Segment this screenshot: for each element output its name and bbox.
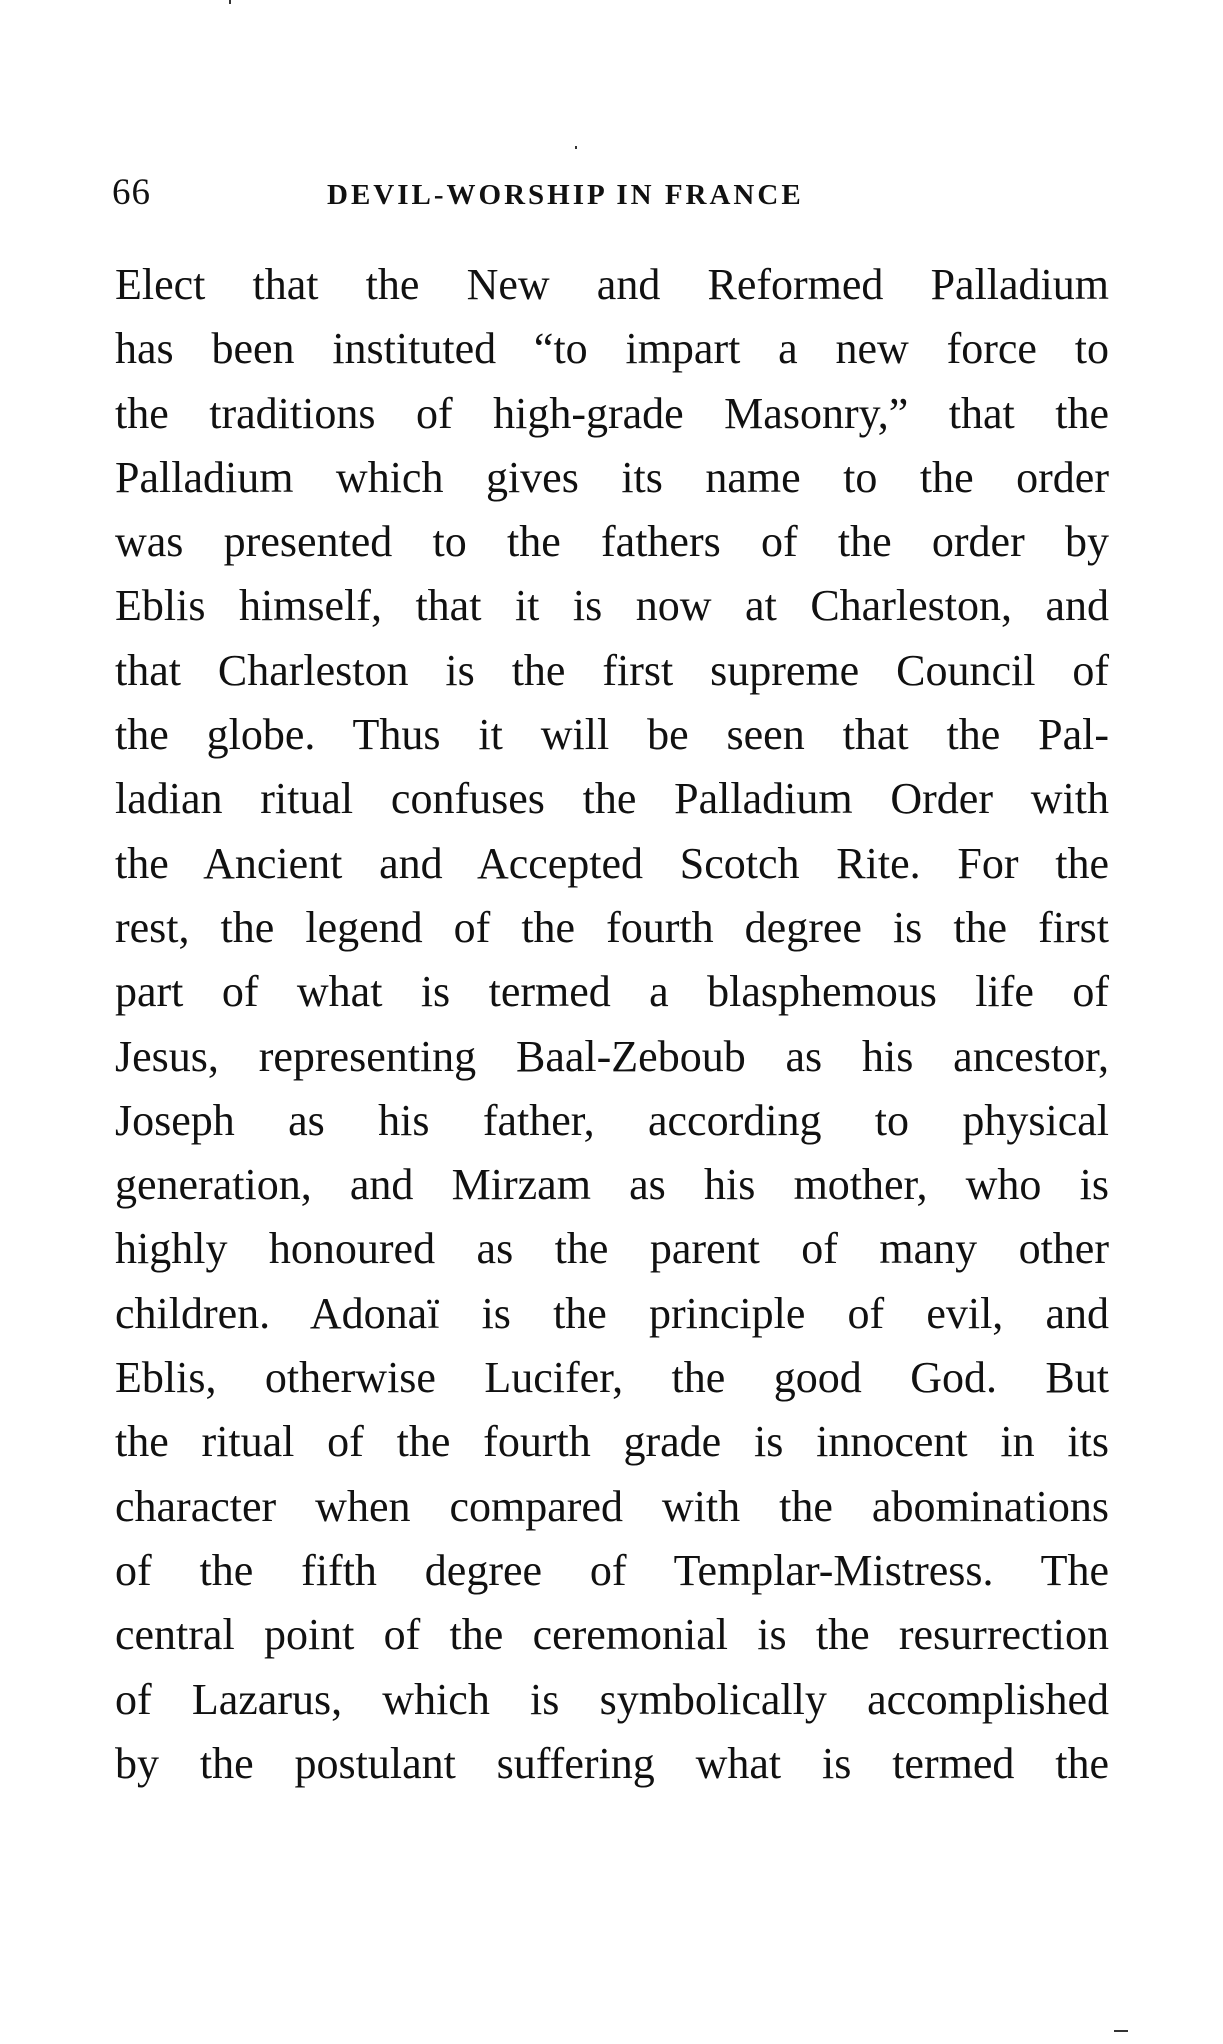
text-line: of Lazarus, which is symbolically accomplished xyxy=(115,1674,1109,1724)
text-line: was presented to the fathers of the order by xyxy=(115,517,1109,567)
text-line: Elect that the New and Reformed Palladium xyxy=(115,260,1109,309)
text-line: has been instituted “to impart a new force to xyxy=(115,324,1109,374)
text-line: Jesus, representing Baal-Zeboub as his ancestor, xyxy=(115,1031,1109,1081)
body-text xyxy=(115,253,1109,1796)
text-line: by the postulant suffering what is termed the xyxy=(115,1738,1109,1788)
running-head xyxy=(112,168,1112,218)
text-line: Joseph as his father, according to physical xyxy=(115,1095,1109,1145)
text-line: ladian ritual confuses the Palladium Order with xyxy=(115,774,1109,824)
page-number: 66 xyxy=(112,172,151,213)
text-line: of the fifth degree of Templar-Mistress. The xyxy=(115,1545,1109,1595)
text-line: generation, and Mirzam as his mother, who is xyxy=(115,1160,1109,1210)
print-speck xyxy=(229,0,231,4)
text-line: that Charleston is the first supreme Council of xyxy=(115,645,1109,695)
text-line: the ritual of the fourth grade is innocent in its xyxy=(115,1417,1109,1467)
text-line: highly honoured as the parent of many other xyxy=(115,1224,1109,1274)
text-line: character when compared with the abominations xyxy=(115,1481,1109,1531)
text-line: central point of the ceremonial is the resurrection xyxy=(115,1610,1109,1660)
running-title: DEVIL-WORSHIP IN FRANCE xyxy=(327,179,804,211)
text-line: the traditions of high-grade Masonry,” that the xyxy=(115,388,1109,438)
print-speck xyxy=(575,146,577,149)
text-line: Eblis, otherwise Lucifer, the good God. But xyxy=(115,1353,1109,1403)
text-line: rest, the legend of the fourth degree is the first xyxy=(115,902,1109,952)
text-line: children. Adonaï is the principle of evil, and xyxy=(115,1288,1109,1338)
text-line: part of what is termed a blasphemous life of xyxy=(115,967,1109,1017)
text-line: the Ancient and Accepted Scotch Rite. For the xyxy=(115,838,1109,888)
text-line: Palladium which gives its name to the order xyxy=(115,452,1109,502)
text-line: Eblis himself, that it is now at Charleston, and xyxy=(115,581,1109,631)
text-line: the globe. Thus it will be seen that the Pal- xyxy=(115,710,1109,760)
print-speck xyxy=(1114,2030,1128,2032)
